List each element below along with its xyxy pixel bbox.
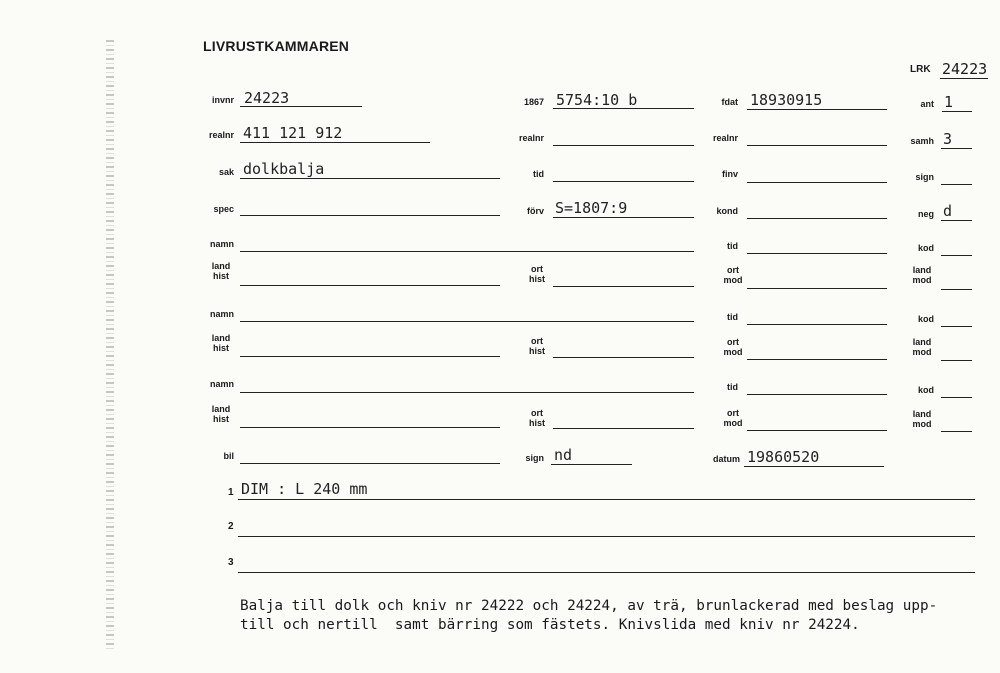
realnr-label-1: realnr xyxy=(208,130,234,140)
land-label-3: land xyxy=(211,404,231,414)
forv-value: S=1807:9 xyxy=(555,199,628,217)
sign-label-1: sign xyxy=(915,172,934,182)
tid-label-1: tid xyxy=(533,169,544,179)
ort-label-1: ort xyxy=(531,264,543,274)
kod-label-3: kod xyxy=(917,385,934,395)
land-label-2: land xyxy=(211,333,231,343)
realnr-value-1: 411 121 912 xyxy=(243,124,343,142)
line-number-2: 2 xyxy=(228,521,234,532)
ort-label-3: ort xyxy=(531,408,543,418)
forv-label: förv xyxy=(526,206,544,216)
sign-value: nd xyxy=(554,446,573,464)
tid-label-2: tid xyxy=(727,241,738,251)
institution-header: LIVRUSTKAMMAREN xyxy=(203,38,350,54)
realnr-label-2: realnr xyxy=(518,133,544,143)
neg-label: neg xyxy=(917,209,934,219)
hist-label-3b: hist xyxy=(528,418,545,428)
hist-label-2b: hist xyxy=(528,346,545,356)
fdat-value: 18930915 xyxy=(750,91,823,109)
namn-label-1: namn xyxy=(209,239,234,249)
land-label-3d: land xyxy=(912,409,932,419)
namn-label-2: namn xyxy=(209,309,234,319)
punched-edge xyxy=(106,40,114,650)
land-label-1: land xyxy=(211,261,231,271)
bil-label: bil xyxy=(223,451,234,461)
neg-value: d xyxy=(943,202,953,220)
sak-value: dolkbalja xyxy=(243,160,325,178)
line-number-3: 3 xyxy=(228,557,234,568)
description-note: Balja till dolk och kniv nr 24222 och 24224, av trä, brunlackerad med beslag upp- till och nertill samt bärring som fästets. Knivslida med kniv nr 24224. xyxy=(240,598,938,633)
lrk-value: 24223 xyxy=(942,60,988,78)
year-1867-value: 5754:10 b xyxy=(556,91,638,109)
tid-label-3: tid xyxy=(727,312,738,322)
hist-label-1: hist xyxy=(212,271,229,281)
tid-label-4: tid xyxy=(727,382,738,392)
land-label-1d: land xyxy=(912,265,932,275)
finv-label: finv xyxy=(721,169,738,179)
namn-label-3: namn xyxy=(209,379,234,389)
ant-value: 1 xyxy=(944,93,954,111)
spec-label: spec xyxy=(213,204,234,214)
line-number-1: 1 xyxy=(228,487,234,498)
lrk-label: LRK xyxy=(910,64,931,75)
line-text-1: DIM : L 240 mm xyxy=(241,480,368,498)
invnr-value: 24223 xyxy=(244,89,290,107)
samh-value: 3 xyxy=(943,130,953,148)
sign-label-2: sign xyxy=(525,453,544,463)
mod-label-3d: mod xyxy=(912,419,932,429)
hist-label-1b: hist xyxy=(528,274,545,284)
mod-label-3: mod xyxy=(723,418,743,428)
samh-label: samh xyxy=(910,136,934,146)
kond-label: kond xyxy=(716,206,738,216)
realnr-label-3: realnr xyxy=(712,133,738,143)
sak-label: sak xyxy=(218,167,234,177)
fdat-label: fdat xyxy=(721,97,738,107)
datum-label: datum xyxy=(713,454,740,464)
invnr-label: invnr xyxy=(211,95,234,105)
kod-label-1: kod xyxy=(917,243,934,253)
ort-label-3c: ort xyxy=(727,408,739,418)
mod-label-2: mod xyxy=(723,347,743,357)
datum-value: 19860520 xyxy=(747,448,820,466)
hist-label-3: hist xyxy=(212,414,229,424)
ort-label-2: ort xyxy=(531,336,543,346)
ort-label-2c: ort xyxy=(727,337,739,347)
mod-label-1d: mod xyxy=(912,275,932,285)
mod-label-2d: mod xyxy=(912,347,932,357)
year-1867-label: 1867 xyxy=(523,97,544,107)
ant-label: ant xyxy=(920,99,934,109)
kod-label-2: kod xyxy=(917,314,934,324)
hist-label-2: hist xyxy=(212,343,229,353)
land-label-2d: land xyxy=(912,337,932,347)
ort-label-1c: ort xyxy=(727,265,739,275)
mod-label-1: mod xyxy=(723,275,743,285)
